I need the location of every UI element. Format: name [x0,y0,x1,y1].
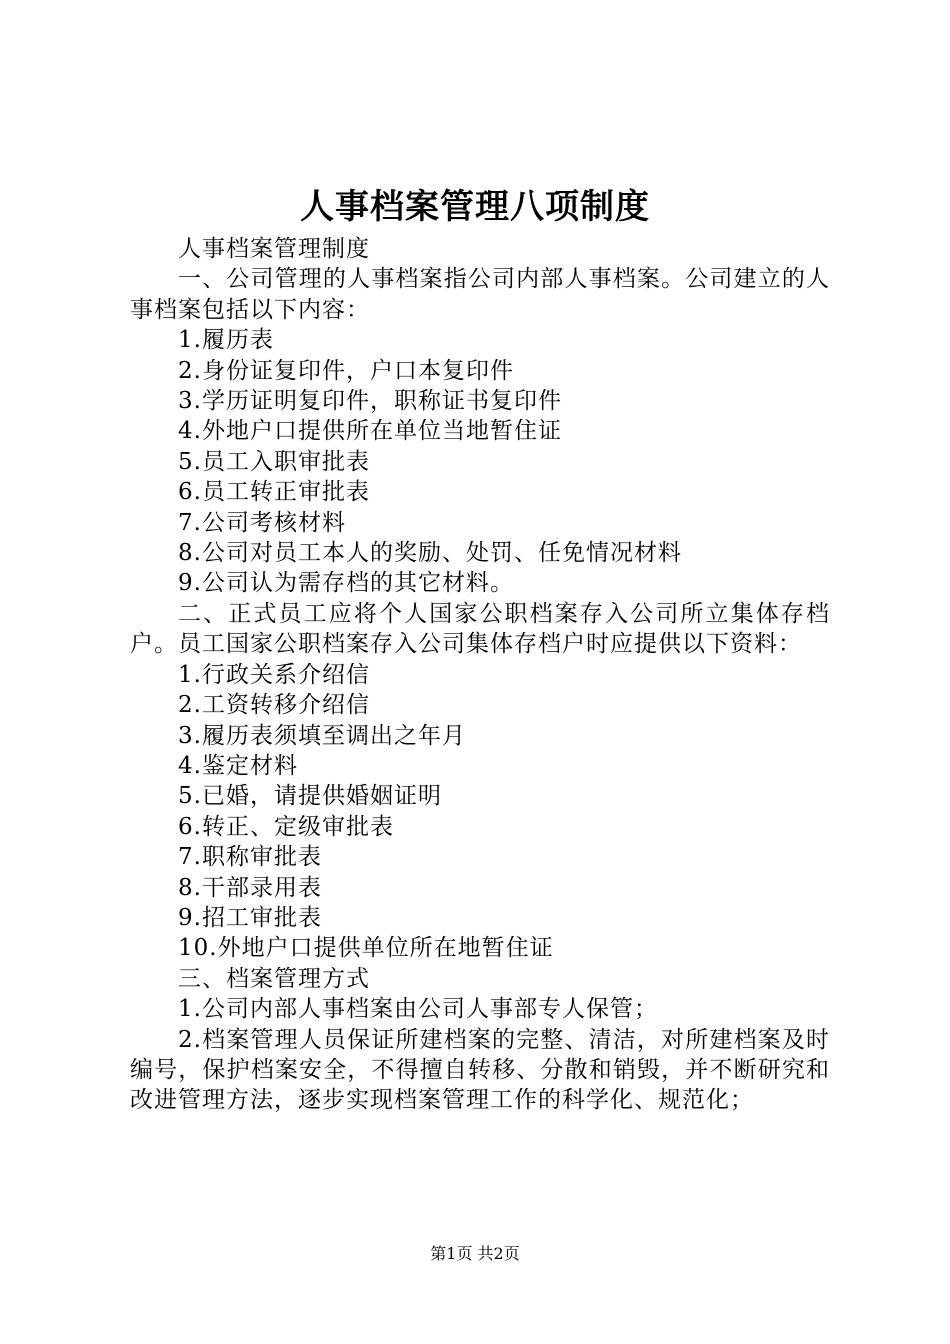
section-2-item: 5.已婚，请提供婚姻证明 [178,783,442,810]
section-1-item: 9.公司认为需存档的其它材料。 [178,570,514,597]
page-title: 人事档案管理八项制度 [300,187,650,227]
section-1-item: 8.公司对员工本人的奖励、处罚、任免情况材料 [178,540,682,567]
section-1-item: 6.员工转正审批表 [178,479,370,506]
section-3-heading: 三、档案管理方式 [178,965,370,992]
section-3-item: 2.档案管理人员保证所建档案的完整、清洁，对所建档案及时编号，保护档案安全，不得擅自转移、分散和销毁，并不断研究和改进管理方法，逐步实现档案管理工作的科学化、规范化； [130,1026,830,1114]
section-1-item: 4.外地户口提供所在单位当地暂住证 [178,418,562,445]
page-footer: 第1页 共2页 [430,1244,520,1263]
section-2-item: 1.行政关系介绍信 [178,661,370,688]
section-2-paragraph: 二、正式员工应将个人国家公职档案存入公司所立集体存档户。员工国家公职档案存入公司集体存档户时应提供以下资料： [130,600,830,658]
section-2-item: 10.外地户口提供单位所在地暂住证 [178,935,554,962]
section-2-item: 7.职称审批表 [178,844,322,871]
section-2-item: 3.履历表须填至调出之年月 [178,722,466,749]
section-2-item: 2.工资转移介绍信 [178,692,370,719]
document-body [130,234,830,1116]
section-1-item: 5.员工入职审批表 [178,448,370,475]
document-subtitle: 人事档案管理制度 [178,236,370,262]
section-2-item: 6.转正、定级审批表 [178,813,394,840]
section-1-item: 1.履历表 [178,327,274,354]
section-2-item: 4.鉴定材料 [178,752,298,779]
section-1-paragraph: 一、公司管理的人事档案指公司内部人事档案。公司建立的人事档案包括以下内容： [130,266,830,323]
section-2-item: 8.干部录用表 [178,874,322,901]
section-1-item: 2.身份证复印件，户口本复印件 [178,357,514,384]
section-1-item: 7.公司考核材料 [178,509,346,536]
section-3-item: 1.公司内部人事档案由公司人事部专人保管； [178,996,658,1023]
section-1-item: 3.学历证明复印件，职称证书复印件 [178,388,562,415]
section-2-item: 9.招工审批表 [178,904,322,931]
